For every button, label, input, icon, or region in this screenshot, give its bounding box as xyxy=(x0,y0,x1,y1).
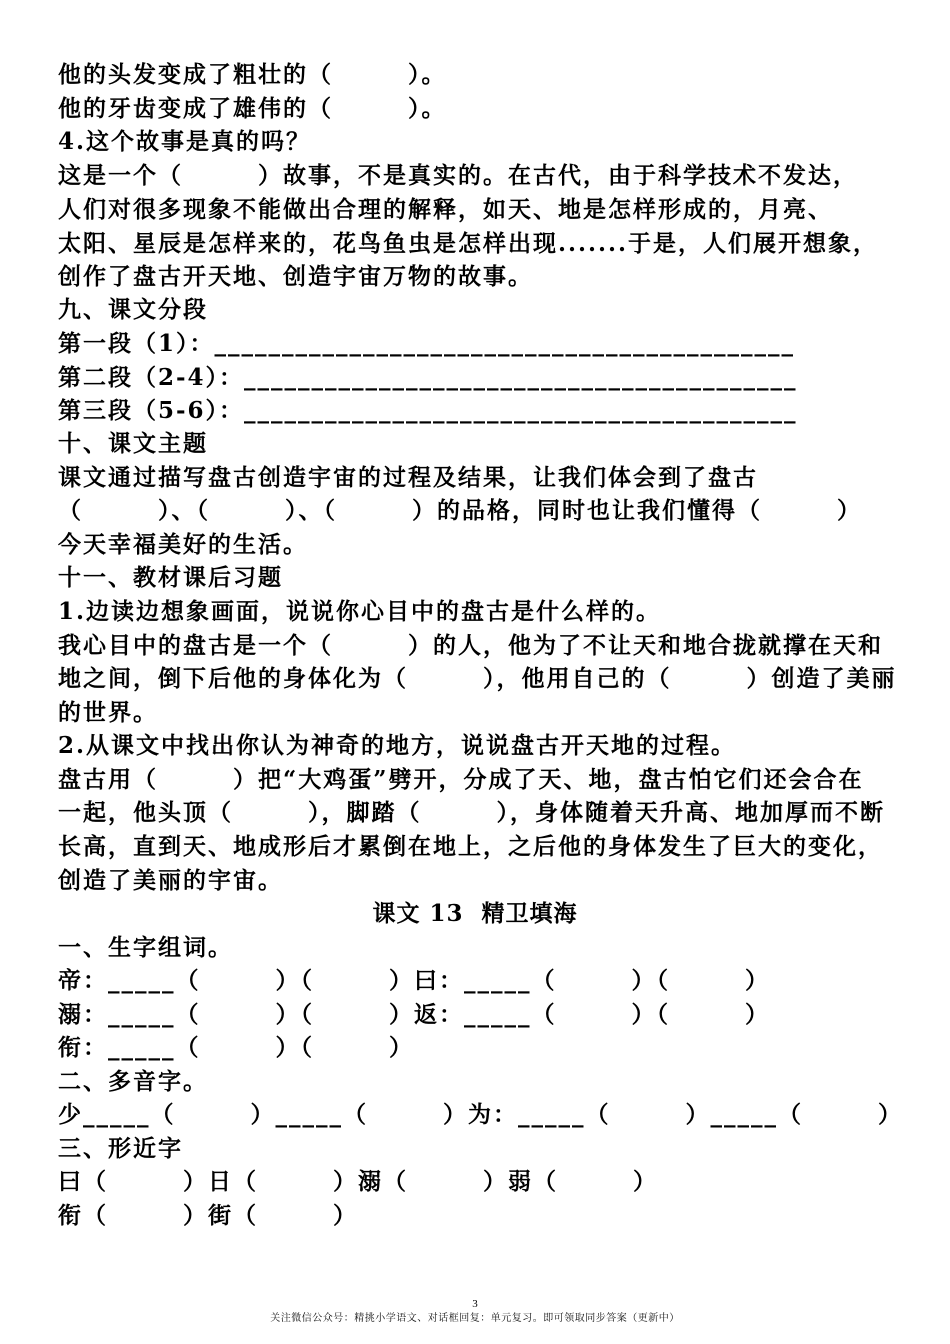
question-heading: 4.这个故事是真的吗？ xyxy=(58,128,312,155)
text-line: 第二段（2-4）：_________________________________________ xyxy=(58,364,798,391)
text-line: 创作了盘古开天地、创造宇宙万物的故事。 xyxy=(58,263,533,290)
text-line: 今天幸福美好的生活。 xyxy=(58,531,308,558)
text-line: 人们对很多现象不能做出合理的解释，如天、地是怎样形成的，月亮、 xyxy=(58,196,833,223)
text-line: 衔（ ）街（ ） xyxy=(58,1202,358,1229)
text-line: 我心目中的盘古是一个（ ）的人，他为了不让天和地合拢就撑在天和 xyxy=(58,632,883,659)
section-heading: 三、形近字 xyxy=(58,1135,183,1162)
text-line: 第一段（1）：___________________________________________ xyxy=(58,330,796,357)
text-line: 他的牙齿变成了雄伟的（ ）。 xyxy=(58,95,447,122)
text-line: 少_____（ ）_____（ ）为：_____（ ）_____（ ） xyxy=(58,1101,903,1128)
section-heading: 二、多音字。 xyxy=(58,1068,208,1095)
text-line: 溺：_____（ ）（ ）返：_____（ ）（ ） xyxy=(58,1001,770,1028)
section-heading: 九、课文分段 xyxy=(58,296,208,323)
question-heading: 1.边读边想象画面，说说你心目中的盘古是什么样的。 xyxy=(58,598,662,625)
text-line: （ ）、（ ）、（ ）的品格，同时也让我们懂得（ ） xyxy=(58,497,862,524)
text-line: 第三段（5-6）：_________________________________________ xyxy=(58,397,798,424)
lesson-title: 课文 13 精卫填海 xyxy=(372,900,578,927)
section-heading: 十、课文主题 xyxy=(58,430,208,457)
text-line: 地之间，倒下后他的身体化为（ ），他用自己的（ ）创造了美丽 xyxy=(58,665,897,692)
text-line: 这是一个（ ）故事，不是真实的。在古代，由于科学技术不发达， xyxy=(58,162,858,189)
text-line: 帝：_____（ ）（ ）曰：_____（ ）（ ） xyxy=(58,967,770,994)
text-line: 的世界。 xyxy=(58,699,158,726)
text-line: 盘古用（ ）把“大鸡蛋”劈开，分成了天、地，盘古怕它们还会合在 xyxy=(58,766,864,793)
text-line: 太阳、星辰是怎样来的，花鸟鱼虫是怎样出现.......于是，人们展开想象， xyxy=(58,230,879,257)
text-line: 课文通过描写盘古创造宇宙的过程及结果，让我们体会到了盘古 xyxy=(58,464,758,491)
page-number: 3 xyxy=(472,1298,478,1310)
text-line: 他的头发变成了粗壮的（ ）。 xyxy=(58,61,447,88)
text-line: 曰（ ）日（ ）溺（ ）弱（ ） xyxy=(58,1168,658,1195)
question-heading: 2.从课文中找出你认为神奇的地方，说说盘古开天地的过程。 xyxy=(58,732,737,759)
section-heading: 一、生字组词。 xyxy=(58,934,233,961)
text-line: 长高，直到天、地成形后才累倒在地上，之后他的身体发生了巨大的变化， xyxy=(58,833,883,860)
text-line: 创造了美丽的宇宙。 xyxy=(58,867,283,894)
section-heading: 十一、教材课后习题 xyxy=(58,564,283,591)
text-line: 一起，他头顶（ ），脚踏（ ），身体随着天升高、地加厚而不断 xyxy=(58,799,885,826)
text-line: 衔：_____（ ）（ ） xyxy=(58,1034,414,1061)
footer-note: 关注微信公众号：精挑小学语文、对话框回复：单元复习。即可领取同步答案（更新中） xyxy=(270,1313,680,1324)
